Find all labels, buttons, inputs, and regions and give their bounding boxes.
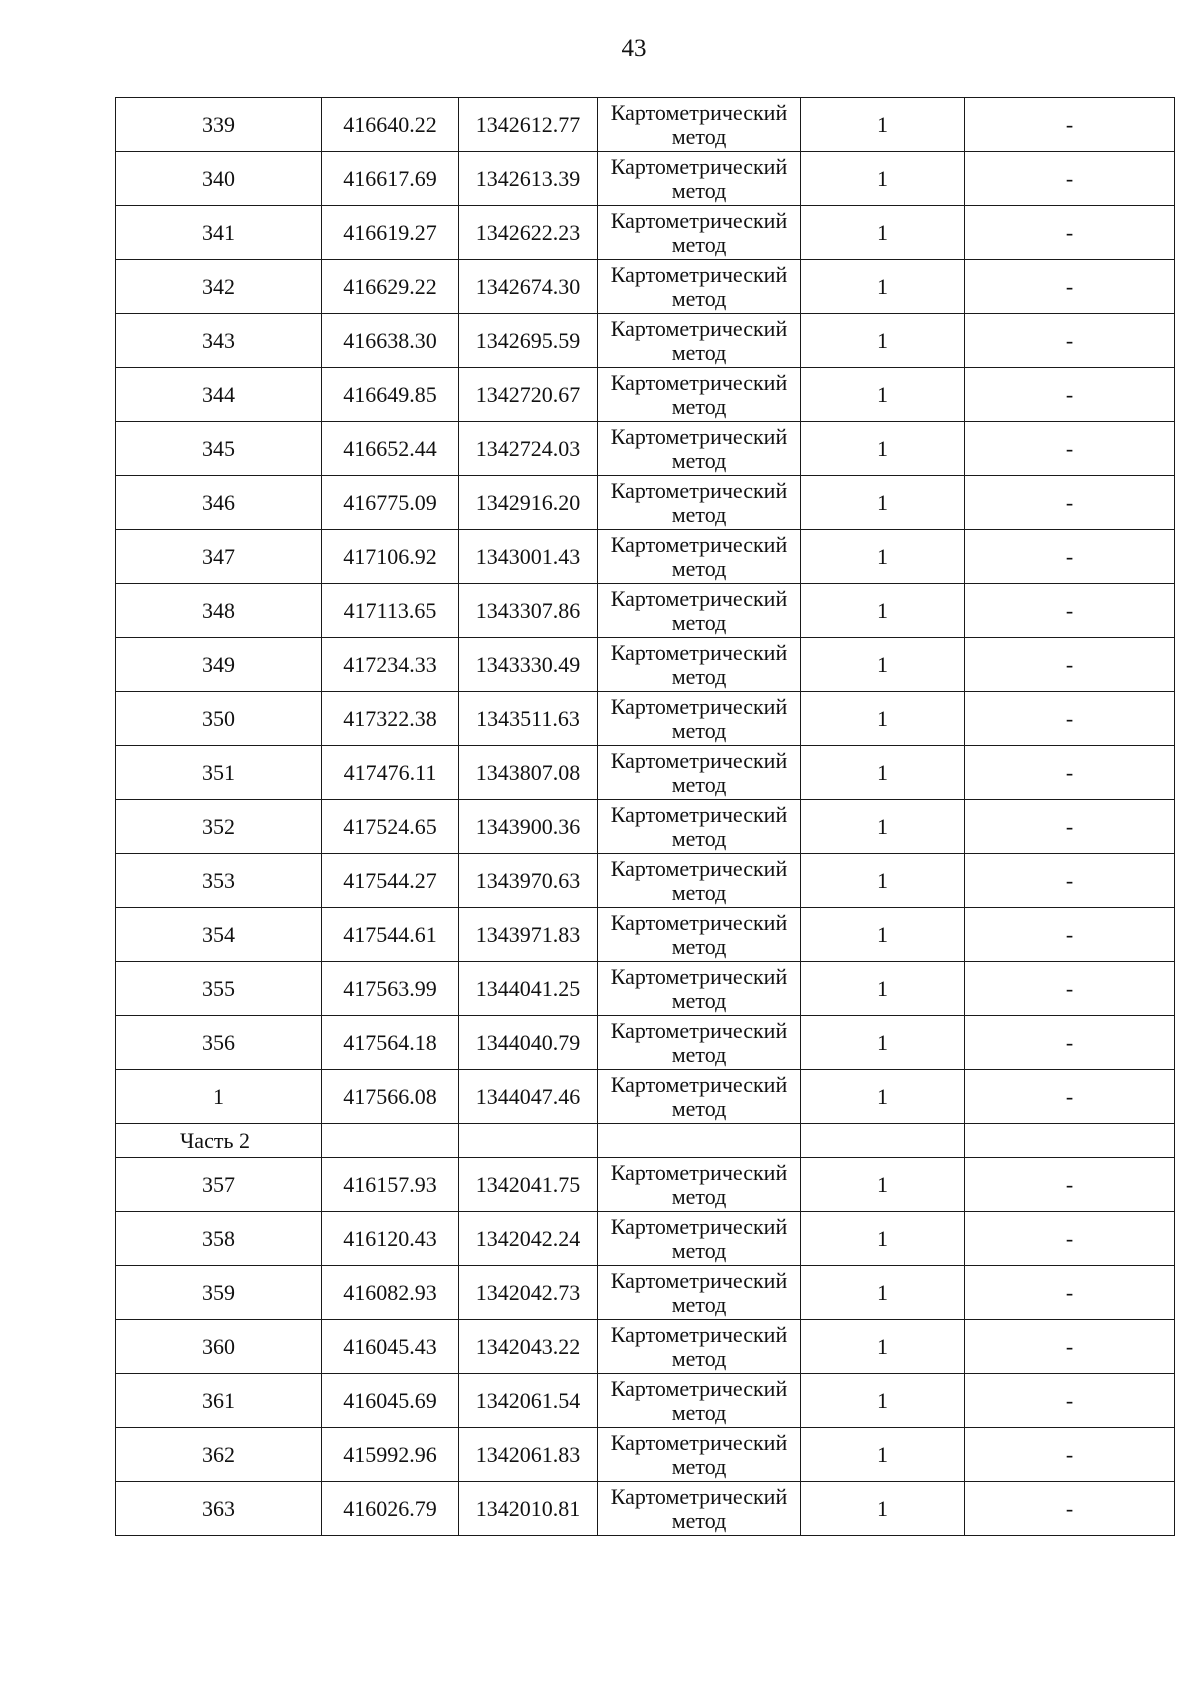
method-cell bbox=[598, 314, 801, 368]
table-row bbox=[116, 1158, 1175, 1212]
method-cell bbox=[598, 962, 801, 1016]
table-row bbox=[116, 206, 1175, 260]
point-number-cell: 1 bbox=[116, 1070, 322, 1124]
x-coordinate-cell: 416619.27 bbox=[322, 206, 459, 260]
note-cell: - bbox=[965, 584, 1175, 638]
note-cell: - bbox=[965, 746, 1175, 800]
method-line-1: Картометрический bbox=[610, 909, 788, 935]
x-coordinate-cell: 416638.30 bbox=[322, 314, 459, 368]
x-coordinate-cell: 416157.93 bbox=[322, 1158, 459, 1212]
table-row bbox=[116, 1374, 1175, 1428]
method-cell bbox=[598, 584, 801, 638]
point-number-cell: 356 bbox=[116, 1016, 322, 1070]
y-coordinate-cell: 1342612.77 bbox=[459, 98, 598, 152]
table-row bbox=[116, 1482, 1175, 1536]
x-coordinate-cell: 415992.96 bbox=[322, 1428, 459, 1482]
note-cell: - bbox=[965, 692, 1175, 746]
y-coordinate-cell: 1342916.20 bbox=[459, 476, 598, 530]
note-cell: - bbox=[965, 314, 1175, 368]
method-line-1: Картометрический bbox=[610, 153, 788, 179]
method-line-2: метод bbox=[671, 1237, 727, 1263]
point-number-cell: 362 bbox=[116, 1428, 322, 1482]
y-coordinate-cell: 1342061.83 bbox=[459, 1428, 598, 1482]
y-coordinate-cell: 1342010.81 bbox=[459, 1482, 598, 1536]
method-line-1: Картометрический bbox=[610, 477, 788, 503]
point-number-cell: 358 bbox=[116, 1212, 322, 1266]
empty-cell bbox=[598, 1124, 801, 1158]
method-cell bbox=[598, 1158, 801, 1212]
method-line-2: метод bbox=[671, 933, 727, 959]
method-cell bbox=[598, 368, 801, 422]
x-coordinate-cell: 417563.99 bbox=[322, 962, 459, 1016]
y-coordinate-cell: 1343900.36 bbox=[459, 800, 598, 854]
table-part-2 bbox=[116, 1158, 1175, 1536]
x-coordinate-cell: 416045.43 bbox=[322, 1320, 459, 1374]
accuracy-cell: 1 bbox=[801, 206, 965, 260]
table-row bbox=[116, 584, 1175, 638]
method-line-2: метод bbox=[671, 879, 727, 905]
y-coordinate-cell: 1343971.83 bbox=[459, 908, 598, 962]
table-row bbox=[116, 1016, 1175, 1070]
y-coordinate-cell: 1343330.49 bbox=[459, 638, 598, 692]
x-coordinate-cell: 417566.08 bbox=[322, 1070, 459, 1124]
x-coordinate-cell: 417106.92 bbox=[322, 530, 459, 584]
empty-cell bbox=[965, 1124, 1175, 1158]
method-cell bbox=[598, 476, 801, 530]
method-line-1: Картометрический bbox=[610, 1213, 788, 1239]
method-cell bbox=[598, 854, 801, 908]
accuracy-cell: 1 bbox=[801, 1428, 965, 1482]
method-cell bbox=[598, 638, 801, 692]
table-row bbox=[116, 746, 1175, 800]
method-line-2: метод bbox=[671, 339, 727, 365]
method-line-1: Картометрический bbox=[610, 963, 788, 989]
x-coordinate-cell: 417544.27 bbox=[322, 854, 459, 908]
note-cell: - bbox=[965, 1016, 1175, 1070]
method-line-2: метод bbox=[671, 447, 727, 473]
empty-cell bbox=[459, 1124, 598, 1158]
point-number-cell: 360 bbox=[116, 1320, 322, 1374]
table-row bbox=[116, 638, 1175, 692]
method-line-1: Картометрический bbox=[610, 1017, 788, 1043]
accuracy-cell: 1 bbox=[801, 1070, 965, 1124]
table-row bbox=[116, 422, 1175, 476]
coordinates-table bbox=[115, 97, 1175, 1536]
accuracy-cell: 1 bbox=[801, 638, 965, 692]
y-coordinate-cell: 1342674.30 bbox=[459, 260, 598, 314]
y-coordinate-cell: 1342613.39 bbox=[459, 152, 598, 206]
y-coordinate-cell: 1342724.03 bbox=[459, 422, 598, 476]
table-row bbox=[116, 152, 1175, 206]
x-coordinate-cell: 416652.44 bbox=[322, 422, 459, 476]
point-number-cell: 357 bbox=[116, 1158, 322, 1212]
point-number-cell: 363 bbox=[116, 1482, 322, 1536]
point-number-cell: 354 bbox=[116, 908, 322, 962]
x-coordinate-cell: 416082.93 bbox=[322, 1266, 459, 1320]
method-line-1: Картометрический bbox=[610, 1375, 788, 1401]
method-line-1: Картометрический bbox=[610, 747, 788, 773]
point-number-cell: 341 bbox=[116, 206, 322, 260]
table-row bbox=[116, 314, 1175, 368]
y-coordinate-cell: 1343511.63 bbox=[459, 692, 598, 746]
method-cell bbox=[598, 422, 801, 476]
note-cell: - bbox=[965, 1482, 1175, 1536]
note-cell: - bbox=[965, 638, 1175, 692]
note-cell: - bbox=[965, 908, 1175, 962]
method-line-1: Картометрический bbox=[610, 693, 788, 719]
table-row bbox=[116, 98, 1175, 152]
method-line-2: метод bbox=[671, 555, 727, 581]
accuracy-cell: 1 bbox=[801, 746, 965, 800]
point-number-cell: 353 bbox=[116, 854, 322, 908]
method-line-1: Картометрический bbox=[610, 585, 788, 611]
method-line-1: Картометрический bbox=[610, 801, 788, 827]
method-line-1: Картометрический bbox=[610, 1483, 788, 1509]
point-number-cell: 349 bbox=[116, 638, 322, 692]
accuracy-cell: 1 bbox=[801, 152, 965, 206]
method-line-2: метод bbox=[671, 771, 727, 797]
table-row bbox=[116, 368, 1175, 422]
table-row bbox=[116, 692, 1175, 746]
method-cell bbox=[598, 1212, 801, 1266]
method-line-2: метод bbox=[671, 285, 727, 311]
accuracy-cell: 1 bbox=[801, 1212, 965, 1266]
accuracy-cell: 1 bbox=[801, 314, 965, 368]
point-number-cell: 361 bbox=[116, 1374, 322, 1428]
x-coordinate-cell: 416640.22 bbox=[322, 98, 459, 152]
table-row bbox=[116, 1428, 1175, 1482]
table-row bbox=[116, 1320, 1175, 1374]
point-number-cell: 343 bbox=[116, 314, 322, 368]
note-cell: - bbox=[965, 1158, 1175, 1212]
method-line-2: метод bbox=[671, 501, 727, 527]
x-coordinate-cell: 417524.65 bbox=[322, 800, 459, 854]
y-coordinate-cell: 1343001.43 bbox=[459, 530, 598, 584]
part-2-row bbox=[116, 1124, 1175, 1158]
accuracy-cell: 1 bbox=[801, 1320, 965, 1374]
point-number-cell: 359 bbox=[116, 1266, 322, 1320]
table-row bbox=[116, 854, 1175, 908]
y-coordinate-cell: 1342042.24 bbox=[459, 1212, 598, 1266]
point-number-cell: 347 bbox=[116, 530, 322, 584]
method-line-2: метод bbox=[671, 987, 727, 1013]
note-cell: - bbox=[965, 962, 1175, 1016]
method-cell bbox=[598, 530, 801, 584]
method-line-2: метод bbox=[671, 1095, 727, 1121]
method-line-2: метод bbox=[671, 663, 727, 689]
table-row bbox=[116, 476, 1175, 530]
x-coordinate-cell: 417234.33 bbox=[322, 638, 459, 692]
accuracy-cell: 1 bbox=[801, 584, 965, 638]
method-line-1: Картометрический bbox=[610, 369, 788, 395]
method-line-1: Картометрический bbox=[610, 423, 788, 449]
table-part-2-header bbox=[116, 1124, 1175, 1158]
note-cell: - bbox=[965, 98, 1175, 152]
method-cell bbox=[598, 260, 801, 314]
method-line-2: метод bbox=[671, 1399, 727, 1425]
y-coordinate-cell: 1342695.59 bbox=[459, 314, 598, 368]
x-coordinate-cell: 417564.18 bbox=[322, 1016, 459, 1070]
x-coordinate-cell: 416045.69 bbox=[322, 1374, 459, 1428]
accuracy-cell: 1 bbox=[801, 476, 965, 530]
note-cell: - bbox=[965, 368, 1175, 422]
method-line-1: Картометрический bbox=[610, 855, 788, 881]
point-number-cell: 346 bbox=[116, 476, 322, 530]
point-number-cell: 355 bbox=[116, 962, 322, 1016]
point-number-cell: 348 bbox=[116, 584, 322, 638]
accuracy-cell: 1 bbox=[801, 530, 965, 584]
point-number-cell: 352 bbox=[116, 800, 322, 854]
y-coordinate-cell: 1344040.79 bbox=[459, 1016, 598, 1070]
empty-cell bbox=[801, 1124, 965, 1158]
accuracy-cell: 1 bbox=[801, 692, 965, 746]
part-2-label: Часть 2 bbox=[116, 1124, 322, 1158]
method-line-2: метод bbox=[671, 1345, 727, 1371]
method-cell bbox=[598, 152, 801, 206]
method-cell bbox=[598, 1320, 801, 1374]
table-row bbox=[116, 908, 1175, 962]
note-cell: - bbox=[965, 854, 1175, 908]
method-cell bbox=[598, 800, 801, 854]
x-coordinate-cell: 417322.38 bbox=[322, 692, 459, 746]
note-cell: - bbox=[965, 476, 1175, 530]
note-cell: - bbox=[965, 1428, 1175, 1482]
y-coordinate-cell: 1342622.23 bbox=[459, 206, 598, 260]
method-line-2: метод bbox=[671, 1453, 727, 1479]
y-coordinate-cell: 1342043.22 bbox=[459, 1320, 598, 1374]
accuracy-cell: 1 bbox=[801, 908, 965, 962]
point-number-cell: 340 bbox=[116, 152, 322, 206]
x-coordinate-cell: 417544.61 bbox=[322, 908, 459, 962]
x-coordinate-cell: 417476.11 bbox=[322, 746, 459, 800]
method-line-1: Картометрический bbox=[610, 1159, 788, 1185]
method-cell bbox=[598, 1070, 801, 1124]
accuracy-cell: 1 bbox=[801, 260, 965, 314]
method-line-2: метод bbox=[671, 231, 727, 257]
method-line-1: Картометрический bbox=[610, 99, 788, 125]
x-coordinate-cell: 416120.43 bbox=[322, 1212, 459, 1266]
x-coordinate-cell: 416775.09 bbox=[322, 476, 459, 530]
method-cell bbox=[598, 1266, 801, 1320]
note-cell: - bbox=[965, 530, 1175, 584]
method-line-1: Картометрический bbox=[610, 1429, 788, 1455]
note-cell: - bbox=[965, 1070, 1175, 1124]
accuracy-cell: 1 bbox=[801, 1482, 965, 1536]
method-cell bbox=[598, 98, 801, 152]
y-coordinate-cell: 1344041.25 bbox=[459, 962, 598, 1016]
note-cell: - bbox=[965, 1266, 1175, 1320]
table-row bbox=[116, 800, 1175, 854]
y-coordinate-cell: 1343970.63 bbox=[459, 854, 598, 908]
method-line-2: метод bbox=[671, 1041, 727, 1067]
method-cell bbox=[598, 908, 801, 962]
table-part-1 bbox=[116, 98, 1175, 1124]
y-coordinate-cell: 1342042.73 bbox=[459, 1266, 598, 1320]
page-number: 43 bbox=[621, 35, 647, 62]
note-cell: - bbox=[965, 1212, 1175, 1266]
method-line-2: метод bbox=[671, 825, 727, 851]
table-row bbox=[116, 962, 1175, 1016]
x-coordinate-cell: 416649.85 bbox=[322, 368, 459, 422]
method-line-2: метод bbox=[671, 609, 727, 635]
method-line-1: Картометрический bbox=[610, 315, 788, 341]
table-row bbox=[116, 1266, 1175, 1320]
x-coordinate-cell: 417113.65 bbox=[322, 584, 459, 638]
point-number-cell: 350 bbox=[116, 692, 322, 746]
point-number-cell: 345 bbox=[116, 422, 322, 476]
accuracy-cell: 1 bbox=[801, 854, 965, 908]
method-line-1: Картометрический bbox=[610, 261, 788, 287]
accuracy-cell: 1 bbox=[801, 1374, 965, 1428]
y-coordinate-cell: 1343307.86 bbox=[459, 584, 598, 638]
y-coordinate-cell: 1342720.67 bbox=[459, 368, 598, 422]
accuracy-cell: 1 bbox=[801, 1016, 965, 1070]
method-cell bbox=[598, 746, 801, 800]
note-cell: - bbox=[965, 260, 1175, 314]
table-row bbox=[116, 260, 1175, 314]
x-coordinate-cell: 416026.79 bbox=[322, 1482, 459, 1536]
method-line-1: Картометрический bbox=[610, 207, 788, 233]
method-line-2: метод bbox=[671, 1183, 727, 1209]
x-coordinate-cell: 416617.69 bbox=[322, 152, 459, 206]
method-cell bbox=[598, 1428, 801, 1482]
method-line-1: Картометрический bbox=[610, 1071, 788, 1097]
note-cell: - bbox=[965, 206, 1175, 260]
table-row bbox=[116, 1070, 1175, 1124]
method-line-2: метод bbox=[671, 1507, 727, 1533]
note-cell: - bbox=[965, 800, 1175, 854]
method-cell bbox=[598, 1374, 801, 1428]
method-line-2: метод bbox=[671, 1291, 727, 1317]
note-cell: - bbox=[965, 1374, 1175, 1428]
note-cell: - bbox=[965, 1320, 1175, 1374]
accuracy-cell: 1 bbox=[801, 422, 965, 476]
method-line-1: Картометрический bbox=[610, 531, 788, 557]
accuracy-cell: 1 bbox=[801, 368, 965, 422]
method-line-2: метод bbox=[671, 123, 727, 149]
y-coordinate-cell: 1344047.46 bbox=[459, 1070, 598, 1124]
method-line-2: метод bbox=[671, 393, 727, 419]
method-cell bbox=[598, 1482, 801, 1536]
point-number-cell: 344 bbox=[116, 368, 322, 422]
accuracy-cell: 1 bbox=[801, 98, 965, 152]
accuracy-cell: 1 bbox=[801, 962, 965, 1016]
point-number-cell: 339 bbox=[116, 98, 322, 152]
accuracy-cell: 1 bbox=[801, 800, 965, 854]
method-cell bbox=[598, 1016, 801, 1070]
note-cell: - bbox=[965, 152, 1175, 206]
method-cell bbox=[598, 206, 801, 260]
method-line-2: метод bbox=[671, 717, 727, 743]
empty-cell bbox=[322, 1124, 459, 1158]
y-coordinate-cell: 1343807.08 bbox=[459, 746, 598, 800]
y-coordinate-cell: 1342061.54 bbox=[459, 1374, 598, 1428]
method-line-1: Картометрический bbox=[610, 1267, 788, 1293]
y-coordinate-cell: 1342041.75 bbox=[459, 1158, 598, 1212]
accuracy-cell: 1 bbox=[801, 1266, 965, 1320]
table-row bbox=[116, 1212, 1175, 1266]
table-row bbox=[116, 530, 1175, 584]
method-line-1: Картометрический bbox=[610, 1321, 788, 1347]
method-line-1: Картометрический bbox=[610, 639, 788, 665]
method-cell bbox=[598, 692, 801, 746]
x-coordinate-cell: 416629.22 bbox=[322, 260, 459, 314]
accuracy-cell: 1 bbox=[801, 1158, 965, 1212]
point-number-cell: 342 bbox=[116, 260, 322, 314]
point-number-cell: 351 bbox=[116, 746, 322, 800]
method-line-2: метод bbox=[671, 177, 727, 203]
note-cell: - bbox=[965, 422, 1175, 476]
